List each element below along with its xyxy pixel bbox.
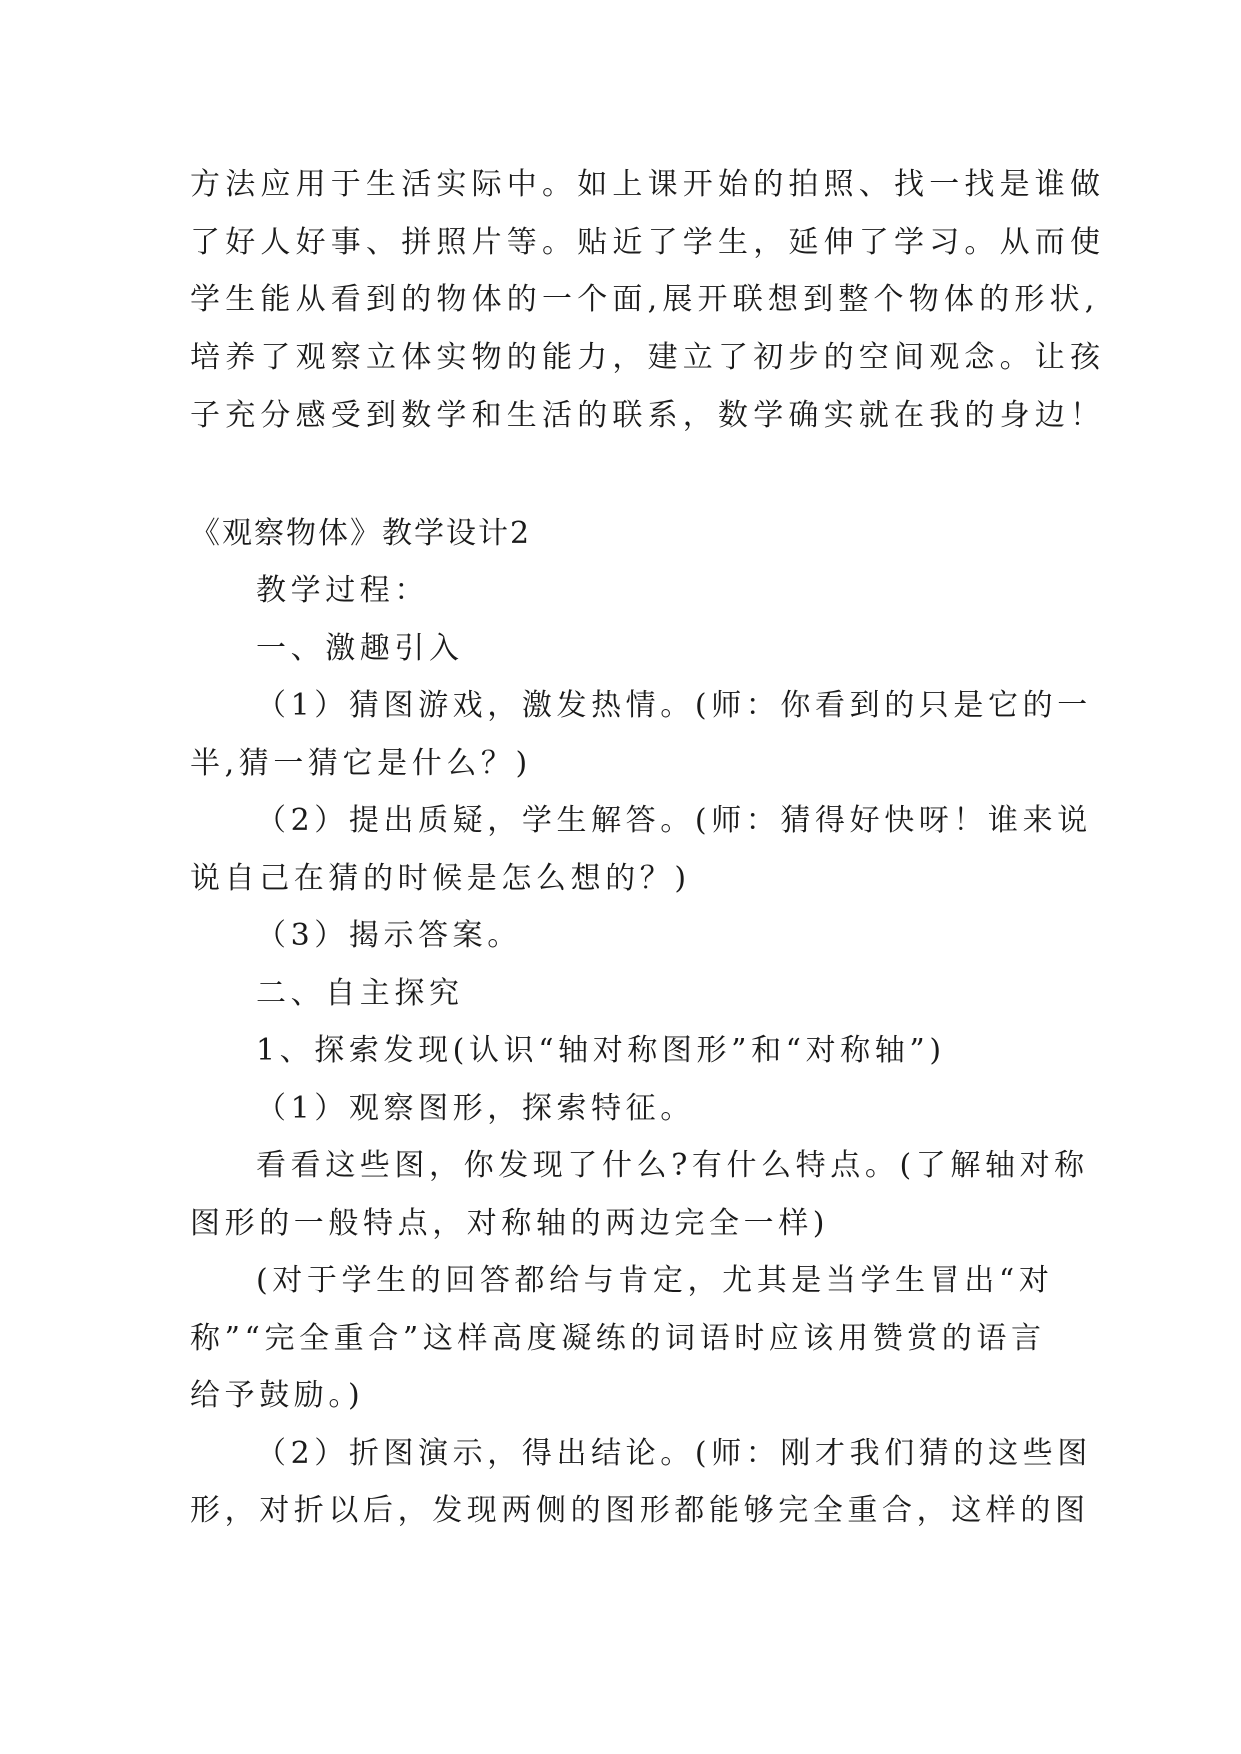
body-line: （1）观察图形，探索特征。 [256, 1091, 695, 1126]
body-line: 给予鼓励。) [190, 1378, 365, 1413]
body-line: 二、自主探究 [256, 976, 464, 1011]
body-line: 图形的一般特点，对称轴的两边完全一样) [190, 1206, 830, 1241]
section-title: 《观察物体》教学设计2 [190, 516, 532, 551]
body-line: 称”“完全重合”这样高度凝练的词语时应该用赞赏的语言 [190, 1321, 1046, 1356]
paragraph-line: 培养了观察立体实物的能力，建立了初步的空间观念。让孩 [190, 340, 1106, 375]
body-line: （1）猜图游戏，激发热情。(师：你看到的只是它的一 [256, 688, 1092, 723]
body-line: （2）提出质疑，学生解答。(师：猜得好快呀！谁来说 [256, 803, 1092, 838]
paragraph-line: 了好人好事、拼照片等。贴近了学生，延伸了学习。从而使 [190, 225, 1106, 260]
body-line: （2）折图演示，得出结论。(师：刚才我们猜的这些图 [256, 1436, 1092, 1471]
body-line: 形，对折以后，发现两侧的图形都能够完全重合，这样的图 [190, 1493, 1090, 1528]
body-line: （3）揭示答案。 [256, 918, 522, 953]
body-line: 说自己在猜的时候是怎么想的？) [190, 861, 691, 896]
body-line: 看看这些图，你发现了什么?有什么特点。(了解轴对称 [256, 1148, 1089, 1183]
paragraph-line: 方法应用于生活实际中。如上课开始的拍照、找一找是谁做 [190, 167, 1106, 202]
body-line: 教学过程： [256, 573, 429, 608]
paragraph-line: 子充分感受到数学和生活的联系，数学确实就在我的身边！ [190, 398, 1106, 433]
body-line: (对于学生的回答都给与肯定，尤其是当学生冒出“对 [256, 1263, 1054, 1298]
body-line: 1、探索发现(认识“轴对称图形”和“对称轴”) [256, 1033, 946, 1068]
body-line: 半,猜一猜它是什么？) [190, 746, 532, 781]
paragraph-line: 学生能从看到的物体的一个面,展开联想到整个物体的形状, [190, 282, 1100, 317]
body-line: 一、激趣引入 [256, 631, 464, 666]
